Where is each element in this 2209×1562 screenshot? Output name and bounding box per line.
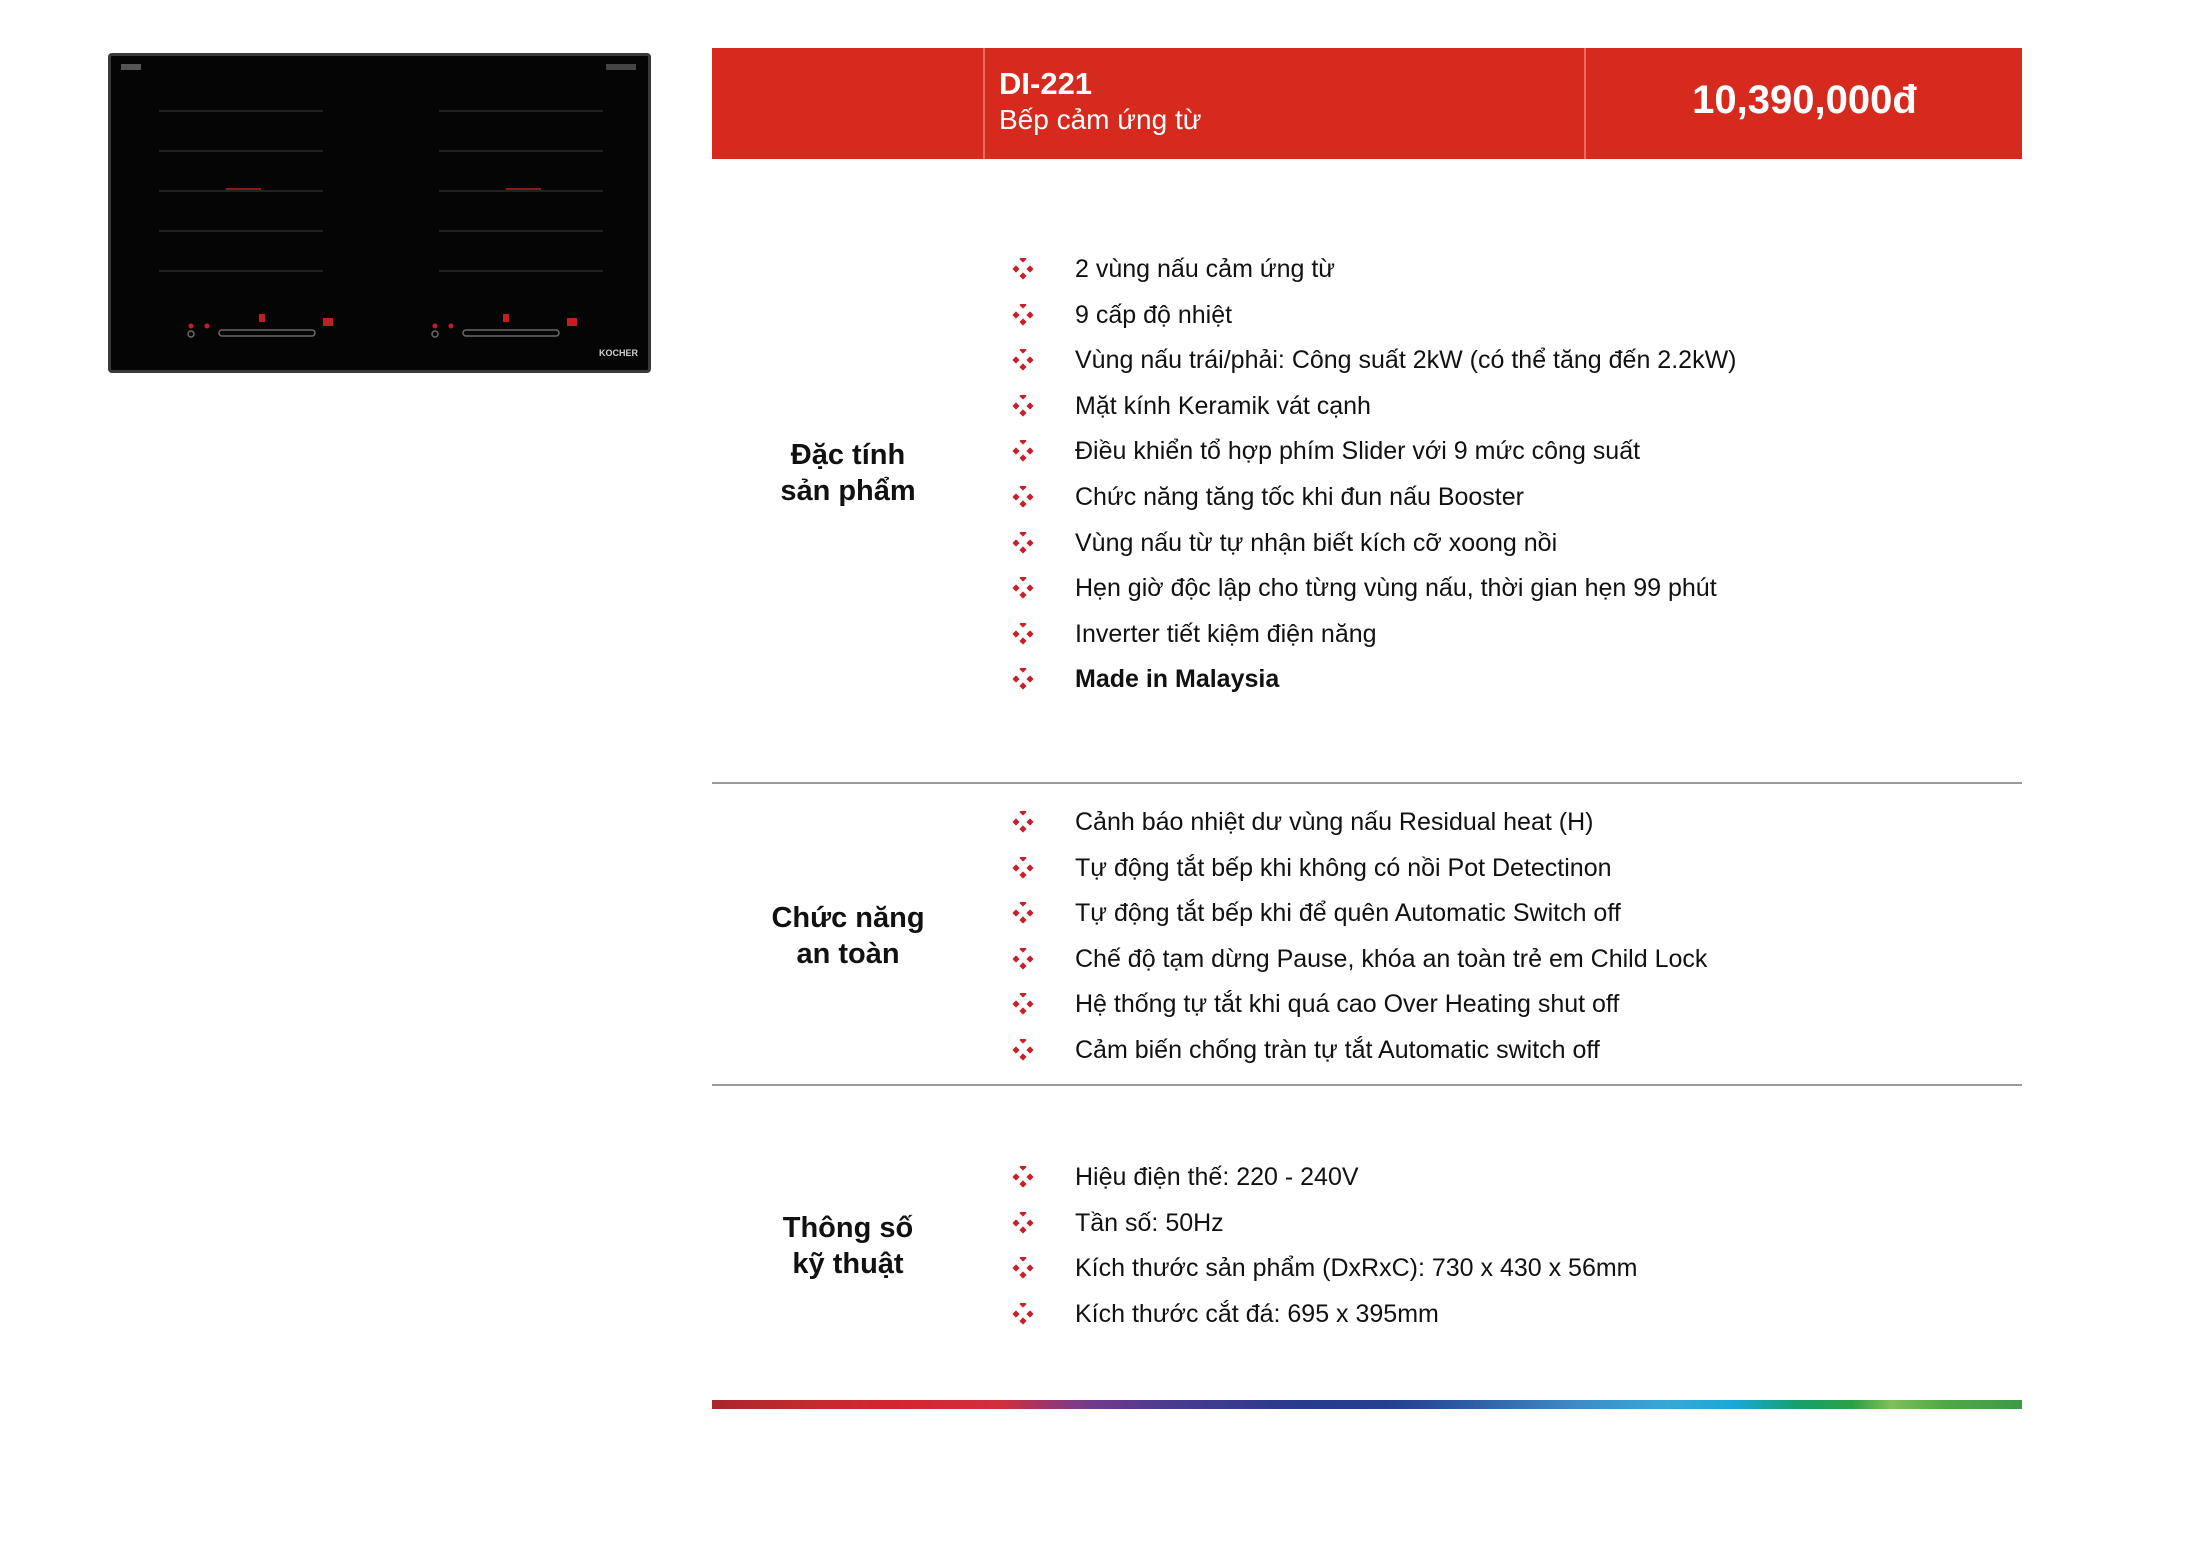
list-item-text: Inverter tiết kiệm điện năng: [1075, 619, 1377, 648]
list-item-text: 2 vùng nấu cảm ứng từ: [1075, 255, 1336, 283]
diamond-bullet-icon: [1012, 577, 1034, 599]
diamond-bullet-icon: [1012, 1257, 1034, 1279]
diamond-bullet-icon: [1012, 1303, 1034, 1325]
list-item-text: Tự động tắt bếp khi không có nồi Pot Detectinon: [1075, 853, 1612, 882]
list-item-text: Vùng nấu từ tự nhận biết kích cỡ xoong nồi: [1075, 528, 1558, 557]
list-item-text: Điều khiển tổ hợp phím Slider với 9 mức công suất: [1075, 437, 1641, 466]
diamond-bullet-icon: [1012, 902, 1034, 924]
list-item-text: Vùng nấu trái/phải: Công suất 2kW (có thể tăng đến 2.2kW): [1075, 346, 1737, 375]
section-title-line: an toàn: [796, 938, 900, 970]
list-item-text: Hiệu điện thế: 220 - 240V: [1075, 1163, 1359, 1191]
section-divider: [712, 782, 2022, 784]
section-title-line: Thông số: [782, 1212, 914, 1244]
list-item-text: Chức năng tăng tốc khi đun nấu Booster: [1075, 482, 1524, 511]
section-title-line: sản phẩm: [780, 475, 916, 507]
diamond-bullet-icon: [1012, 304, 1034, 326]
diamond-bullet-icon: [1012, 668, 1034, 690]
section-divider: [712, 1084, 2022, 1086]
list-item-text: Hẹn giờ độc lập cho từng vùng nấu, thời gian hẹn 99 phút: [1075, 574, 1717, 603]
section-title-specs: [712, 1210, 984, 1282]
list-item-text: Hệ thống tự tắt khi quá cao Over Heating shut off: [1075, 990, 1620, 1019]
diamond-bullet-icon: [1012, 948, 1034, 970]
section-title-line: kỹ thuật: [792, 1248, 904, 1280]
diamond-bullet-icon: [1012, 395, 1034, 417]
list-item-text: Kích thước cắt đá: 695 x 395mm: [1075, 1299, 1439, 1328]
diamond-bullet-icon: [1012, 532, 1034, 554]
product-subtitle: Bếp cảm ứng từ: [999, 104, 1202, 135]
section-title-line: Chức năng: [771, 902, 925, 934]
header-divider: [983, 48, 985, 159]
diamond-bullet-icon: [1012, 1212, 1034, 1234]
product-header: [712, 48, 2022, 159]
diamond-bullet-icon: [1012, 1039, 1034, 1061]
diamond-bullet-icon: [1012, 349, 1034, 371]
list-item-text: Made in Malaysia: [1075, 665, 1280, 694]
product-image: [108, 53, 651, 373]
product-price: 10,390,000đ: [1692, 78, 1917, 122]
list-item-text: Kích thước sản phẩm (DxRxC): 730 x 430 x 56mm: [1075, 1254, 1638, 1283]
list-item-text: Chế độ tạm dừng Pause, khóa an toàn trẻ em Child Lock: [1075, 944, 1708, 973]
diamond-bullet-icon: [1012, 993, 1034, 1015]
list-item-text: Cảm biến chống tràn tự tắt Automatic switch off: [1075, 1035, 1600, 1064]
diamond-bullet-icon: [1012, 440, 1034, 462]
induction-cooktop-icon: [111, 56, 648, 370]
list-item-text: Mặt kính Keramik vát cạnh: [1075, 391, 1371, 420]
diamond-bullet-icon: [1012, 486, 1034, 508]
diamond-bullet-icon: [1012, 1166, 1034, 1188]
brand-logo: KOCHER: [599, 348, 639, 358]
diamond-bullet-icon: [1012, 857, 1034, 879]
diamond-bullet-icon: [1012, 258, 1034, 280]
list-item-text: 9 cấp độ nhiệt: [1075, 300, 1233, 329]
section-title-safety: [712, 900, 984, 972]
section-title-features: [712, 437, 984, 509]
diamond-bullet-icon: [1012, 623, 1034, 645]
header-divider: [1584, 48, 1586, 159]
list-item-text: Tự động tắt bếp khi để quên Automatic Switch off: [1075, 899, 1621, 928]
diamond-bullet-icon: [1012, 811, 1034, 833]
list-item-text: Cảnh báo nhiệt dư vùng nấu Residual heat (H): [1075, 808, 1594, 836]
section-title-line: Đặc tính: [790, 439, 906, 471]
list-item-text: Tần số: 50Hz: [1075, 1208, 1224, 1237]
product-model: DI-221: [999, 66, 1093, 101]
footer-color-bar: [712, 1400, 2022, 1409]
